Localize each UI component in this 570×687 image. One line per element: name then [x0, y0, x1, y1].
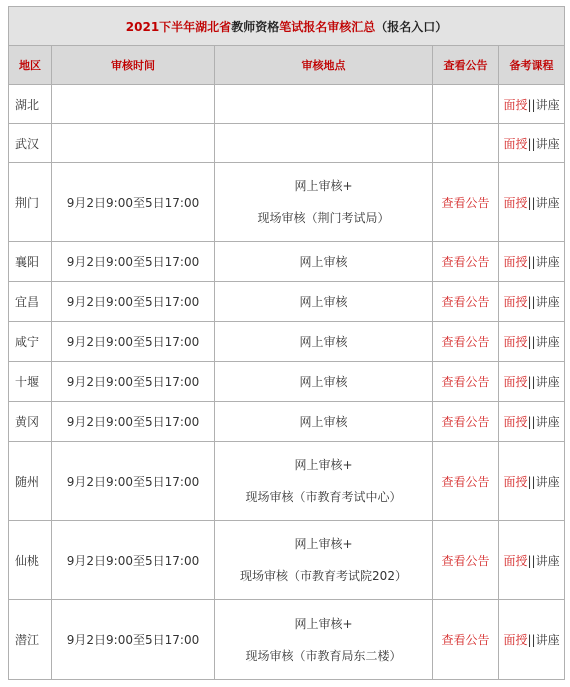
review-place-cell — [215, 600, 433, 680]
col-header-notice: 查看公告 — [433, 46, 499, 85]
review-time-cell — [52, 402, 215, 442]
view-notice-link[interactable]: 查看公告 — [441, 474, 490, 489]
region-cell — [9, 242, 52, 282]
review-place-cell — [215, 85, 433, 124]
notice-cell — [433, 163, 499, 242]
view-notice-link[interactable]: 查看公告 — [441, 553, 490, 568]
review-place-line-1: 网上审核 — [299, 254, 348, 269]
region-cell — [9, 124, 52, 163]
review-place-line-2: 现场审核（市教育考试院202） — [240, 569, 407, 583]
col-header-review-place: 审核地点 — [215, 46, 433, 85]
lecture-course-link[interactable]: 讲座 — [535, 335, 560, 349]
face-to-face-course-link[interactable]: 面授 — [503, 295, 528, 309]
view-notice-link[interactable]: 查看公告 — [441, 633, 490, 647]
review-time: 9月2日9:00至5日17:00 — [66, 474, 200, 489]
review-time: 9月2日9:00至5日17:00 — [66, 295, 200, 309]
review-place-line-2: 现场审核（荆门考试局） — [257, 211, 390, 225]
course-separator: || — [527, 375, 536, 389]
notice-cell — [433, 521, 499, 600]
col-header-courses: 备考课程 — [499, 46, 565, 85]
region-name: 宜昌 — [15, 295, 40, 309]
course-separator: || — [527, 195, 536, 210]
review-time: 9月2日9:00至5日17:00 — [66, 335, 200, 349]
course-cell — [499, 600, 565, 680]
title-part-3: 笔试报名审核汇总 — [279, 19, 376, 34]
review-place-line-2: 现场审核（市教育局东二楼） — [245, 648, 402, 663]
region-cell — [9, 362, 52, 402]
region-name: 仙桃 — [15, 553, 40, 568]
course-cell — [499, 402, 565, 442]
course-separator: || — [527, 295, 536, 309]
course-cell — [499, 362, 565, 402]
course-cell — [499, 85, 565, 124]
lecture-course-link[interactable]: 讲座 — [535, 415, 560, 429]
review-place-line-1: 网上审核 — [299, 294, 348, 309]
review-place-cell — [215, 362, 433, 402]
lecture-course-link[interactable]: 讲座 — [535, 255, 560, 269]
review-time-cell — [52, 521, 215, 600]
notice-cell — [433, 85, 499, 124]
region-name: 随州 — [15, 474, 40, 489]
region-cell — [9, 163, 52, 242]
review-place-line-1: 网上审核 — [299, 334, 348, 349]
title-part-2: 教师资格 — [231, 19, 280, 34]
review-time: 9月2日9:00至5日17:00 — [66, 375, 200, 389]
review-time: 9月2日9:00至5日17:00 — [66, 553, 200, 568]
face-to-face-course-link[interactable]: 面授 — [503, 633, 528, 647]
region-cell — [9, 402, 52, 442]
course-separator: || — [527, 415, 536, 429]
course-separator: || — [527, 136, 536, 151]
review-place-line-1: 网上审核+ — [294, 458, 353, 472]
review-place-cell — [215, 402, 433, 442]
review-time-cell — [52, 362, 215, 402]
table-row — [9, 442, 565, 521]
notice-cell — [433, 442, 499, 521]
region-cell — [9, 282, 52, 322]
review-place-cell — [215, 322, 433, 362]
view-notice-link[interactable]: 查看公告 — [441, 295, 490, 309]
region-name: 湖北 — [15, 97, 40, 112]
lecture-course-link[interactable]: 讲座 — [535, 195, 560, 210]
review-place-cell — [215, 442, 433, 521]
course-separator: || — [527, 553, 536, 568]
region-name: 黄冈 — [15, 415, 40, 429]
title-part-1: 2021下半年湖北省 — [125, 19, 232, 34]
region-name: 十堰 — [15, 375, 40, 389]
notice-cell — [433, 242, 499, 282]
table-row — [9, 402, 565, 442]
review-place-line-1: 网上审核 — [299, 374, 348, 389]
course-cell — [499, 521, 565, 600]
course-cell — [499, 163, 565, 242]
region-name: 潜江 — [15, 633, 40, 647]
region-cell — [9, 600, 52, 680]
review-place-line-1: 网上审核+ — [294, 616, 353, 631]
review-time: 9月2日9:00至5日17:00 — [66, 633, 200, 647]
review-time: 9月2日9:00至5日17:00 — [66, 195, 200, 210]
review-place-cell — [215, 282, 433, 322]
lecture-course-link[interactable]: 讲座 — [535, 474, 560, 489]
review-place-line-1: 网上审核+ — [294, 179, 353, 193]
review-place-line-1: 网上审核+ — [294, 537, 353, 551]
view-notice-link[interactable]: 查看公告 — [441, 335, 490, 349]
review-time-cell — [52, 85, 215, 124]
face-to-face-course-link[interactable]: 面授 — [503, 553, 528, 568]
region-cell — [9, 442, 52, 521]
course-cell — [499, 442, 565, 521]
region-name: 襄阳 — [15, 255, 40, 269]
lecture-course-link[interactable]: 讲座 — [535, 633, 560, 647]
table-row — [9, 282, 565, 322]
notice-cell — [433, 402, 499, 442]
notice-cell — [433, 282, 499, 322]
face-to-face-course-link[interactable]: 面授 — [503, 474, 528, 489]
face-to-face-course-link[interactable]: 面授 — [503, 255, 528, 269]
table-row — [9, 163, 565, 242]
notice-cell — [433, 600, 499, 680]
course-separator: || — [527, 633, 536, 647]
face-to-face-course-link[interactable]: 面授 — [503, 195, 528, 210]
review-time: 9月2日9:00至5日17:00 — [66, 415, 200, 429]
region-name: 荆门 — [15, 195, 40, 210]
table-row — [9, 124, 565, 163]
face-to-face-course-link[interactable]: 面授 — [503, 97, 528, 112]
review-time-cell — [52, 242, 215, 282]
region-cell — [9, 521, 52, 600]
review-time-cell — [52, 442, 215, 521]
table-row — [9, 362, 565, 402]
review-place-cell — [215, 124, 433, 163]
notice-cell — [433, 362, 499, 402]
exam-review-table — [8, 6, 565, 680]
header-row — [9, 46, 565, 85]
col-header-review-time: 审核时间 — [52, 46, 215, 85]
table-row — [9, 600, 565, 680]
notice-cell — [433, 124, 499, 163]
review-time: 9月2日9:00至5日17:00 — [66, 255, 200, 269]
col-header-region: 地区 — [9, 46, 52, 85]
review-place-cell — [215, 163, 433, 242]
review-place-cell — [215, 521, 433, 600]
region-name: 咸宁 — [15, 335, 40, 349]
course-separator: || — [527, 97, 536, 112]
face-to-face-course-link[interactable]: 面授 — [503, 335, 528, 349]
review-time-cell — [52, 282, 215, 322]
notice-cell — [433, 322, 499, 362]
lecture-course-link[interactable]: 讲座 — [535, 375, 560, 389]
course-cell — [499, 322, 565, 362]
table-row — [9, 85, 565, 124]
table-title — [9, 7, 565, 46]
lecture-course-link[interactable]: 讲座 — [535, 97, 560, 112]
course-cell — [499, 124, 565, 163]
review-time-cell — [52, 124, 215, 163]
view-notice-link[interactable]: 查看公告 — [441, 415, 490, 429]
lecture-course-link[interactable]: 讲座 — [535, 136, 560, 151]
table-row — [9, 521, 565, 600]
course-cell — [499, 282, 565, 322]
table-row — [9, 322, 565, 362]
face-to-face-course-link[interactable]: 面授 — [503, 375, 528, 389]
title-row — [9, 7, 565, 46]
course-separator: || — [527, 335, 536, 349]
course-cell — [499, 242, 565, 282]
region-name: 武汉 — [15, 136, 40, 151]
review-place-line-2: 现场审核（市教育考试中心） — [245, 490, 402, 504]
review-place-cell — [215, 242, 433, 282]
register-entry-link[interactable]: （报名入口） — [375, 19, 448, 34]
region-cell — [9, 85, 52, 124]
review-time-cell — [52, 322, 215, 362]
course-separator: || — [527, 255, 536, 269]
review-place-line-1: 网上审核 — [299, 414, 348, 429]
region-cell — [9, 322, 52, 362]
view-notice-link[interactable]: 查看公告 — [441, 375, 490, 389]
view-notice-link[interactable]: 查看公告 — [441, 255, 490, 269]
review-time-cell — [52, 163, 215, 242]
face-to-face-course-link[interactable]: 面授 — [503, 415, 528, 429]
lecture-course-link[interactable]: 讲座 — [535, 553, 560, 568]
table-row — [9, 242, 565, 282]
view-notice-link[interactable]: 查看公告 — [441, 195, 490, 210]
course-separator: || — [527, 474, 536, 489]
face-to-face-course-link[interactable]: 面授 — [503, 136, 528, 151]
review-time-cell — [52, 600, 215, 680]
lecture-course-link[interactable]: 讲座 — [535, 295, 560, 309]
